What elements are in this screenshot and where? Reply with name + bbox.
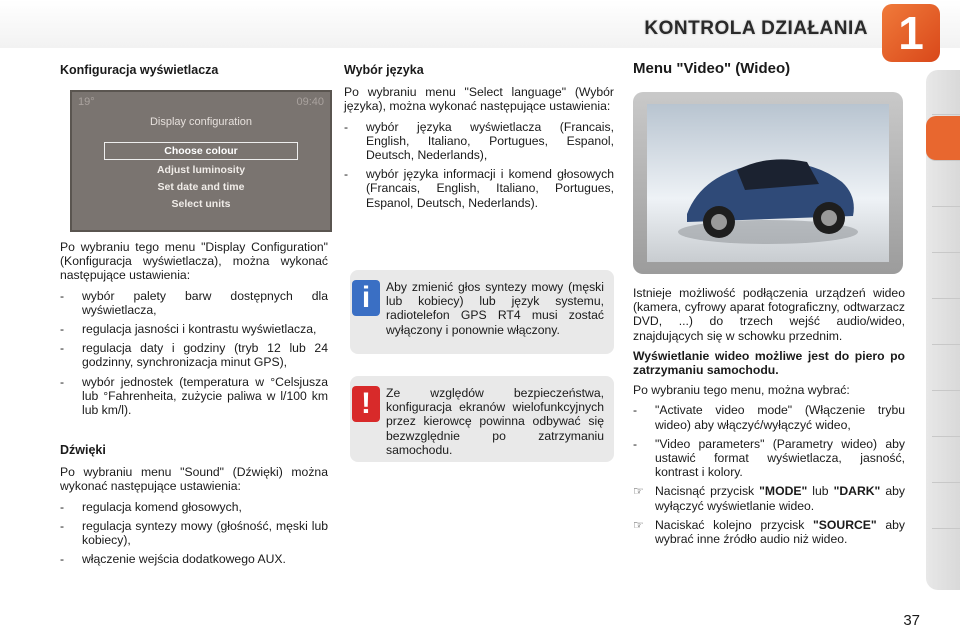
- list-item: - wybór jednostek (temperatura w °Celsjusza lub °Fahrenheita, zużycie paliwa w l/100 km lub km/l).: [60, 374, 328, 418]
- left-heading-wrap: [60, 63, 328, 85]
- chapter-tab[interactable]: [932, 438, 960, 483]
- list-item: - włączenie wejścia dodatkowego AUX.: [60, 552, 286, 567]
- list-item-text: "Activate video mode" (Włączenie trybu wideo) aby włączyć/wyłączyć wideo,: [655, 403, 905, 432]
- list-item-text: wybór palety barw dostępnych dla wyświetlacza,: [82, 288, 328, 317]
- info-note-text: Aby zmienić głos syntezy mowy (męski lub kobiecy) lub język systemu, radiotelefon GPS RT4 musi zostać wyłączony i ponownie włączony.: [386, 280, 604, 337]
- video-screen-display: [647, 104, 889, 262]
- section-heading-display-config: Konfiguracja wyświetlacza: [60, 63, 219, 77]
- step-text: aby wyłączyć wyświetlanie wideo.: [655, 484, 905, 513]
- right-heading-wrap: [633, 62, 905, 88]
- page-title: KONTROLA DZIAŁANIA: [644, 18, 868, 39]
- section-heading-sound: Dźwięki: [60, 443, 106, 457]
- chapter-tabs: [926, 70, 960, 590]
- list-item: - wybór języka informacji i komend głosowych (Francais, English, Italiano, Portugues, Espanol, Deutsch, Nederlands).: [344, 167, 614, 210]
- paragraph: Po wybraniu menu "Select language" (Wybór języka), można wykonać następujące ustawienia:: [344, 85, 614, 114]
- list-item: - wybór języka wyświetlacza (Francais, English, Italiano, Portugues, Espanol, Deutsch, Nederlands),: [344, 119, 614, 163]
- list-item-text: wybór jednostek (temperatura w °Celsjusza lub °Fahrenheita, zużycie paliwa w l/100 km lub km/l).: [82, 374, 328, 418]
- step-text: Naciskać kolejno przycisk: [655, 517, 813, 532]
- display-menu-selected: Choose colour: [104, 142, 298, 160]
- list-item-text: regulacja komend głosowych,: [82, 499, 242, 514]
- key-label-source: "SOURCE": [813, 517, 877, 532]
- step-item: [633, 518, 905, 546]
- bullet-list: [344, 120, 614, 210]
- paragraph-bold: Wyświetlanie wideo możliwe jest do piero po zatrzymaniu samochodu.: [633, 348, 905, 378]
- list-item-text: regulacja jasności i kontrastu wyświetlacza,: [82, 322, 317, 337]
- display-menu-title: Display configuration: [149, 116, 253, 128]
- list-item-text: regulacja syntezy mowy (głośność, męski lub kobiecy),: [82, 518, 328, 548]
- chapter-tab[interactable]: [932, 300, 960, 345]
- hand-pointer-icon: ☞: [633, 517, 644, 532]
- list-item: - "Activate video mode" (Włączenie trybu wideo) aby włączyć/wyłączyć wideo,: [633, 403, 905, 432]
- chapter-tab[interactable]: [932, 392, 960, 437]
- display-screenshot: [70, 90, 332, 232]
- chapter-tab[interactable]: [932, 162, 960, 207]
- step-item: [633, 484, 905, 512]
- step-text: lub: [807, 484, 834, 499]
- bullet-list: [60, 289, 328, 418]
- list-item: - "Video parameters" (Parametry wideo) aby ustawić format wyświetlacza, jasność, kontrast i kolory.: [633, 436, 905, 480]
- list-item: - regulacja daty i godziny (tryb 12 lub 24 godzinny, synchronizacja minut GPS),: [60, 341, 328, 370]
- paragraph: Po wybraniu tego menu "Display Configuration" (Konfiguracja wyświetlacza), można wykonać następujące ustawienia:: [60, 240, 328, 283]
- paragraph: Istnieje możliwość podłączenia urządzeń wideo (kamera, cyfrowy aparat fotograficzny, odtwarzacz DVD, ...) do trzech wejść audio/wideo, znajdujących się w schowku przednim.: [633, 286, 905, 343]
- paragraph: Po wybraniu tego menu, można wybrać:: [633, 383, 850, 398]
- display-temperature: 19°: [78, 96, 95, 108]
- left-body: [60, 240, 328, 423]
- list-item: - regulacja syntezy mowy (głośność, męski lub kobiecy),: [60, 518, 328, 548]
- list-item: - wybór palety barw dostępnych dla wyświetlacza,: [60, 288, 328, 317]
- page-number: 37: [903, 612, 920, 629]
- chapter-tab[interactable]: [932, 208, 960, 253]
- chapter-tab[interactable]: [932, 484, 960, 529]
- chapter-tab[interactable]: [932, 254, 960, 299]
- bullet-list: [633, 403, 905, 546]
- video-screen-image: [633, 92, 903, 274]
- step-text: aby wybrać inne źródło audio niż wideo.: [655, 517, 905, 547]
- section-heading-language: Wybór języka: [344, 63, 424, 77]
- key-label-dark: "DARK": [833, 484, 881, 499]
- section-heading-video: Menu "Video" (Wideo): [633, 60, 791, 77]
- list-item-text: wybór języka wyświetlacza (Francais, English, Italiano, Portugues, Espanol, Deutsch, Nederlands),: [366, 119, 614, 163]
- paragraph: Po wybraniu menu "Sound" (Dźwięki) można wykonać następujące ustawienia:: [60, 465, 328, 494]
- step-text: Nacisnąć przycisk: [655, 484, 760, 499]
- chapter-tab[interactable]: [932, 346, 960, 391]
- display-menu-item: Set date and time: [157, 181, 245, 193]
- left-sound: [60, 443, 328, 572]
- display-menu-item: Select units: [171, 198, 231, 210]
- car-image: [647, 104, 889, 262]
- bullet-list: [60, 500, 328, 567]
- chapter-number: 1: [882, 4, 940, 62]
- chapter-tab[interactable]: [932, 70, 960, 115]
- middle-body: [344, 63, 614, 216]
- warning-note-text: Ze względów bezpieczeństwa, konfiguracja ekranów wielofunkcyjnych przez kierowcę powinna odbywać się bezwzględnie po zatrzymaniu samochodu.: [386, 386, 604, 457]
- display-clock: 09:40: [296, 96, 324, 108]
- list-item-text: regulacja daty i godziny (tryb 12 lub 24 godzinny, synchronizacja minut GPS),: [82, 341, 328, 370]
- display-status-bar: [78, 96, 324, 112]
- warning-note: [350, 376, 614, 462]
- list-item: - regulacja komend głosowych,: [60, 499, 242, 514]
- list-item-text: "Video parameters" (Parametry wideo) aby ustawić format wyświetlacza, jasność, kontrast i kolory.: [655, 436, 905, 480]
- info-icon: i: [352, 280, 380, 316]
- chapter-tab-active[interactable]: [926, 116, 960, 161]
- info-note: [350, 270, 614, 354]
- list-item: - regulacja jasności i kontrastu wyświetlacza,: [60, 322, 317, 337]
- list-item-text: włączenie wejścia dodatkowego AUX.: [82, 552, 286, 567]
- list-item-text: wybór języka informacji i komend głosowych (Francais, English, Italiano, Portugues, Espanol, Deutsch, Nederlands).: [366, 167, 614, 210]
- warning-icon: !: [352, 386, 380, 422]
- key-label-mode: "MODE": [759, 484, 808, 499]
- right-body: [633, 286, 905, 552]
- display-menu-item: Adjust luminosity: [156, 164, 246, 176]
- hand-pointer-icon: ☞: [633, 484, 644, 499]
